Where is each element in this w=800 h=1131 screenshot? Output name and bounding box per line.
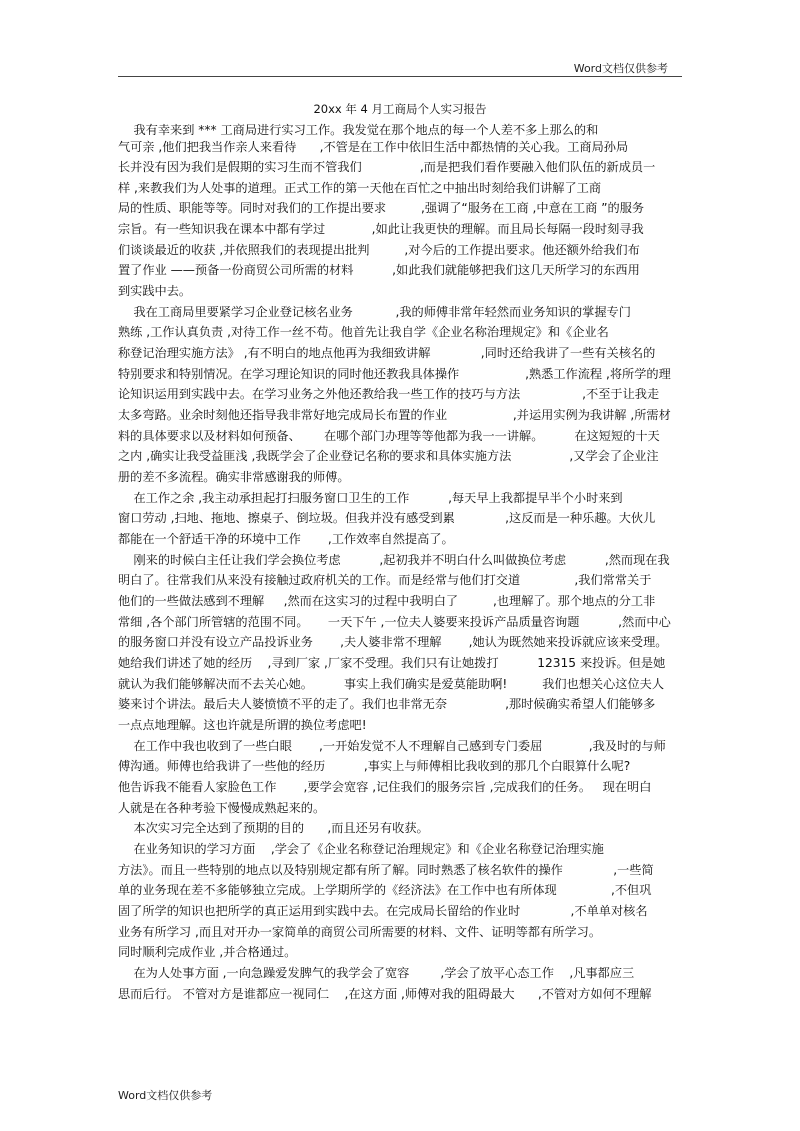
body-line: 本次实习完全达到了预期的目的 ,而且还另有收获。 (118, 821, 429, 836)
body-line: 窗口劳动 ,扫地、拖地、擦桌子、倒垃圾。但我并没有感受到累 ,这反而是一种乐趣。大伙儿 (118, 511, 656, 526)
body-line: 业务有所学习 ,而且对开办一家简单的商贸公司所需要的材料、文件、证明等都有所学习。 (118, 924, 602, 939)
body-line: 方法》。而且一些特别的地点以及特别规定都有所了解。同时熟悉了核名软件的操作 ,一些简 (118, 862, 654, 877)
body-line: 称登记治理实施方法》 ,有不明白的地点他再为我细致讲解 ,同时还给我讲了一些有关核名的 (118, 346, 656, 361)
body-line: 他告诉我不能看人家脸色工作 ,要学会宽容 ,记住我们的服务宗旨 ,完成我们的任务。 现在明白 (118, 779, 652, 794)
body-line: 在为人处事方面 ,一向急躁爱发脾气的我学会了宽容 ,学会了放平心态工作 ,凡事都应三 (118, 965, 635, 980)
body-line: 们谈谈最近的收获 ,并依照我们的表现提出批判 ,对今后的工作提出要求。他还额外给我们布 (118, 242, 640, 257)
body-line: 的服务窗口并没有设立产品投诉业务 ,夫人婆非常不理解 ,她认为既然她来投诉就应该来受理。 (118, 635, 668, 650)
body-line: 他们的一些做法感到不理解 ,然而在这实习的过程中我明白了 ,也理解了。那个地点的分工非 (118, 594, 656, 609)
body-line: 样 ,来教我们为人处事的道理。正式工作的第一天他在百忙之中抽出时刻给我们讲解了工商 (118, 180, 602, 195)
body-line: 册的差不多流程。确实非常感谢我的师傅。 (118, 470, 350, 485)
body-line: 宗旨。有一些知识我在课本中都有学过 ,如此让我更快的理解。而且局长每隔一段时刻寻我 (118, 222, 644, 237)
body-line: 在业务知识的学习方面 ,学会了《企业名称登记治理规定》和《企业名称登记治理实施 (118, 841, 604, 856)
body-line: 论知识运用到实践中去。在学习业务之外他还教给我一些工作的技巧与方法 ,不至于让我走 (118, 387, 660, 402)
body-line: 单的业务现在差不多能够独立完成。上学期所学的《经济法》在工作中也有所体现 ,不但巩 (118, 883, 652, 898)
body-line: 之内 ,确实让我受益匪浅 ,我既学会了企业登记名称的要求和具体实施方法 ,又学会了企业注 (118, 449, 659, 464)
header-rule (118, 76, 682, 77)
body-line: 特别要求和特别情况。在学习理论知识的同时他还教我具体操作 ,熟悉工作流程 ,将所学的理 (118, 366, 671, 381)
page-header: Word文档仅供参考 (573, 62, 668, 75)
body-line: 婆来讨个讲法。最后夫人婆愤愤不平的走了。我们也非常无奈 ,那时候确实希望人们能够多 (118, 697, 656, 712)
body-line: 我在工商局里要紧学习企业登记核名业务 ,我的师傅非常年轻然而业务知识的掌握专门 (118, 304, 631, 319)
body-line: 明白了。往常我们从来没有接触过政府机关的工作。而是经常与他们打交道 ,我们常常关于 (118, 573, 652, 588)
document-title: 20xx 年 4 月工商局个人实习报告 (313, 102, 487, 116)
body-line: 长并没有因为我们是假期的实习生而不管我们 ,而是把我们看作要融入他们队伍的新成员一 (118, 160, 656, 175)
body-line: 固了所学的知识也把所学的真正运用到实践中去。在完成局长留给的作业时 ,不单单对核名 (118, 903, 648, 918)
body-line: 气可亲 ,他们把我当作亲人来看待 ,不管是在工作中依旧生活中都热情的关心我。工商局孙局 (118, 139, 629, 154)
body-line: 刚来的时候白主任让我们学会换位考虑 ,起初我并不明白什么叫做换位考虑 ,然而现在我 (118, 552, 670, 567)
body-line: 就认为我们能够解决而不去关心她。 事实上我们确实是爱莫能助啊! 我们也想关心这位夫人 (118, 676, 665, 691)
body-line: 熟练 ,工作认真负责 ,对待工作一丝不苟。他首先让我自学《企业名称治理规定》和《企业名 (118, 325, 609, 340)
body-line: 我有幸来到 *** 工商局进行实习工作。我发觉在那个地点的每一个人差不多上那么的和 (118, 123, 599, 137)
body-line: 人就是在各种考验下慢慢成熟起来的。 (118, 800, 326, 815)
body-line: 常细 ,各个部门所管辖的范围不同。 一天下午 ,一位夫人婆要来投诉产品质量咨询题 ,然而中心 (118, 614, 671, 629)
body-line: 到实践中去。 (118, 284, 192, 299)
body-line: 太多弯路。业余时刻他还指导我非常好地完成局长布置的作业 ,并运用实例为我讲解 ,所需材 (118, 408, 671, 423)
page-footer: Word文档仅供参考 (118, 1089, 213, 1102)
body-line: 傅沟通。师傅也给我讲了一些他的经历 ,事实上与师傅相比我收到的那几个白眼算什么呢? (118, 759, 631, 774)
body-line: 在工作之余 ,我主动承担起打扫服务窗口卫生的工作 ,每天早上我都提早半个小时来到 (118, 490, 623, 505)
body-line: 料的具体要求以及材料如何预备、 在哪个部门办理等等他都为我一一讲解。 在这短短的十天 (118, 428, 660, 443)
body-line: 思而后行。 不管对方是谁都应一视同仁 ,在这方面 ,师傅对我的阻碍最大 ,不管对方如何不理解 (118, 986, 652, 1001)
body-line: 一点点地理解。这也许就是所谓的换位考虑吧! (118, 717, 367, 732)
body-line: 在工作中我也收到了一些白眼 ,一开始发觉不人不理解自己感到专门委屈 ,我及时的与师 (118, 738, 666, 753)
body-line: 局的性质、职能等等。同时对我们的工作提出要求 ,强调了“服务在工商 ,中意在工商 ”的服务 (118, 201, 645, 216)
body-line: 她给我们讲述了她的经历 ,寻到厂家 ,厂家不受理。我们只有让她拨打 12315 来投诉。但是她 (118, 656, 666, 670)
body-line: 都能在一个舒适干净的环境中工作 ,工作效率自然提高了。 (118, 532, 454, 547)
body-line: 置了作业 ——预备一份商贸公司所需的材料 ,如此我们就能够把我们这几天所学习的东西用 (118, 263, 640, 278)
body-line: 同时顺利完成作业 ,并合格通过。 (118, 945, 297, 960)
